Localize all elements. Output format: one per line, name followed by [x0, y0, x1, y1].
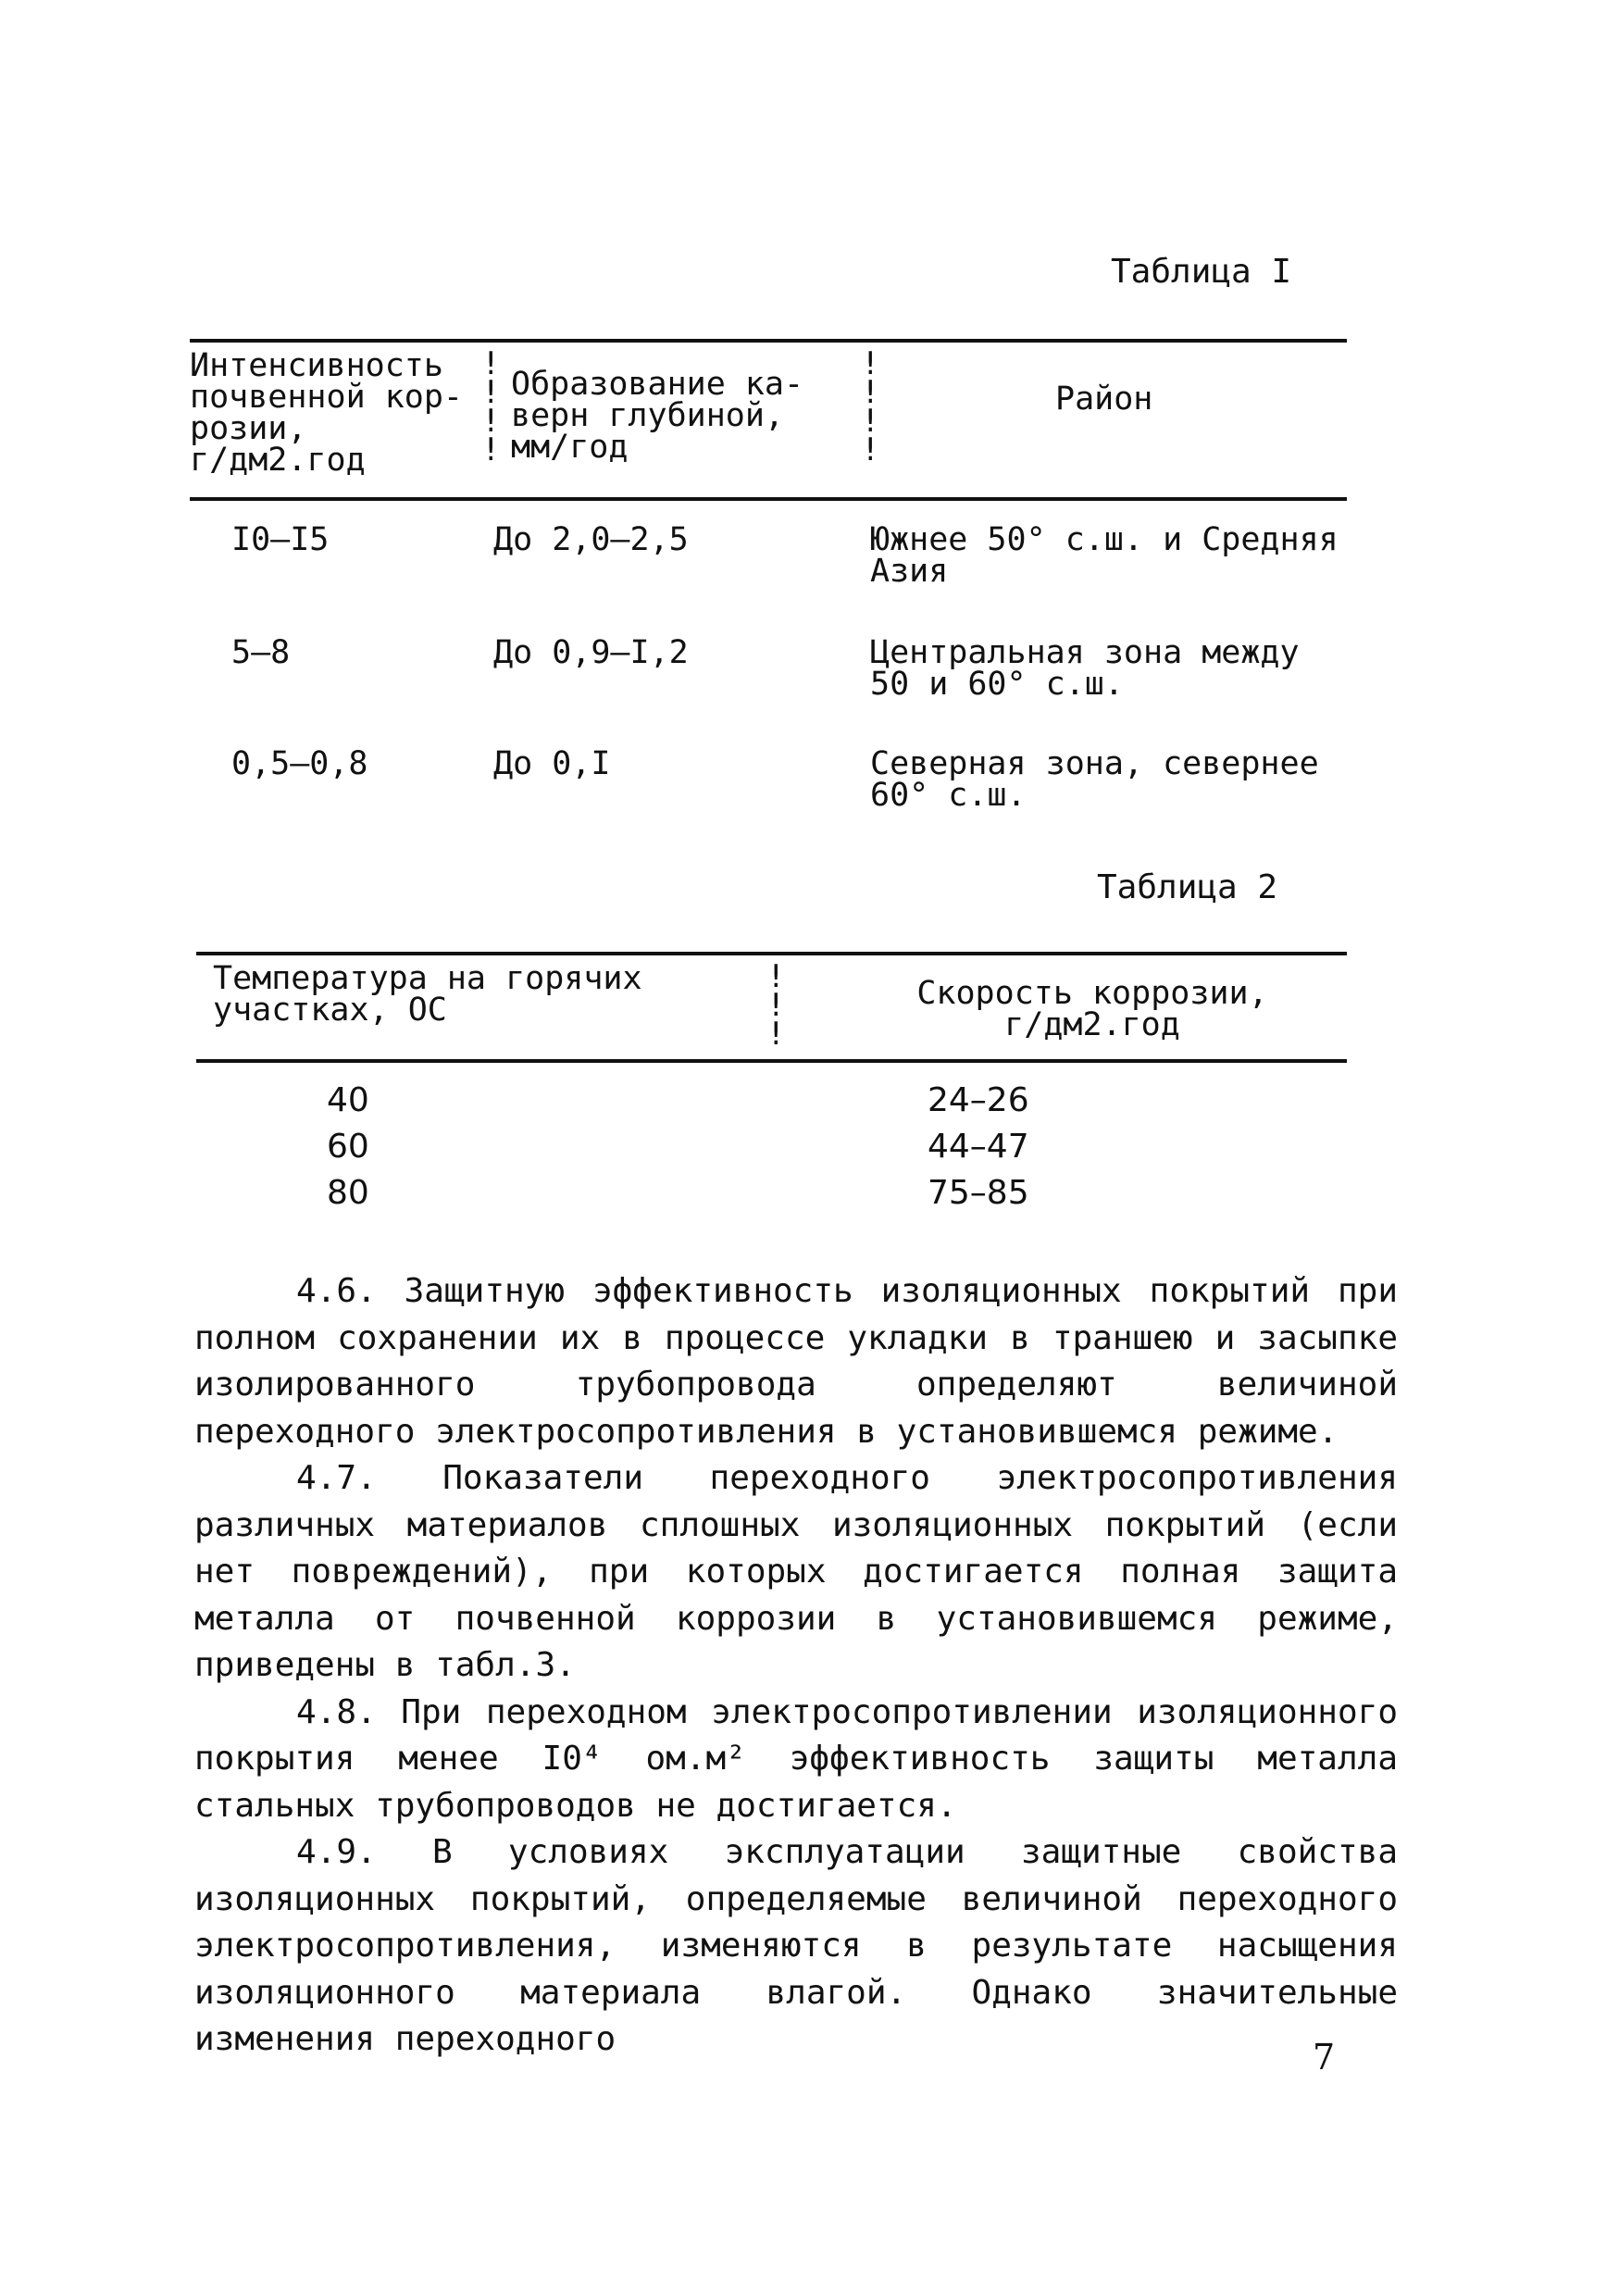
page-number: 7: [1313, 2037, 1336, 2078]
table1-row-intensity: 0,5–0,8: [231, 745, 368, 782]
table1-header-rule: [190, 497, 1347, 501]
table1-row-intensity: I0–I5: [231, 521, 330, 558]
table1-header-region: Район: [1055, 381, 1153, 418]
table1-column-separator: ! ! ! !: [481, 345, 501, 468]
table2-column-separator: ! ! !: [766, 958, 786, 1053]
table2-header-rule: [196, 1059, 1347, 1063]
table2-top-rule: [196, 952, 1347, 955]
table1-row-region: Южнее 50° с.ш. и Средняя Азия: [870, 521, 1339, 590]
table2-row-rate: 75–85: [928, 1174, 1029, 1212]
table2-row-rate: 44–47: [928, 1128, 1029, 1166]
table2-row-temperature: 40: [327, 1081, 369, 1119]
paragraph-4-6: 4.6. Защитную эффективность изоляционных покрытий при полном сохранении их в процессе укладки в траншею и засыпке изолированного трубопровода определяют величиной переходного электросопротивления в установившемся режиме.: [194, 1272, 1398, 1451]
table2-header-rate: Скорость коррозии, г/дм2.год: [916, 975, 1268, 1043]
table2-row-temperature: 80: [327, 1174, 369, 1212]
table2-caption: Таблица 2: [1097, 868, 1278, 906]
table1-row-depth: До 0,I: [493, 745, 611, 782]
paragraph-4-7: 4.7. Показатели переходного электросопротивления различных материалов сплошных изоляционных покрытий (если нет повреждений), при которых достигается полная защита металла от почвенной коррозии в установившемся режиме, приведены в табл.3.: [194, 1459, 1398, 1684]
table1-header-intensity: Интенсивность почвенной кор- розии, г/дм2.год: [190, 347, 464, 479]
table1-header-depth: Образование ка- верн глубиной, мм/год: [511, 366, 804, 466]
table2-row-rate: 24–26: [928, 1081, 1029, 1119]
table2-header-temperature: Температура на горячих участках, ОС: [213, 960, 642, 1029]
paragraph-4-8: 4.8. При переходном электросопротивлении изоляционного покрытия менее I0⁴ ом.м² эффективность защиты металла стальных трубопроводов не достигается.: [194, 1692, 1398, 1825]
table1-row-depth: До 0,9–I,2: [493, 634, 689, 671]
table1-column-separator: ! ! ! !: [861, 345, 880, 468]
paragraph-4-9: 4.9. В условиях эксплуатации защитные свойства изоляционных покрытий, определяемые величиной переходного электросопротивления, изменяются в результате насыщения изоляционного материала влагой. Однако значительные изменения переходного: [194, 1833, 1398, 2058]
table1-row-intensity: 5–8: [231, 634, 291, 671]
table1-top-rule: [190, 339, 1347, 343]
table1-row-region: Центральная зона между 50 и 60° с.ш.: [870, 634, 1300, 703]
table1-caption: Таблица I: [1111, 253, 1292, 291]
table2-row-temperature: 60: [327, 1128, 369, 1166]
body-text: [194, 1268, 1398, 2064]
table1-row-region: Северная зона, севернее 60° с.ш.: [870, 745, 1319, 814]
table1-row-depth: До 2,0–2,5: [493, 521, 689, 558]
